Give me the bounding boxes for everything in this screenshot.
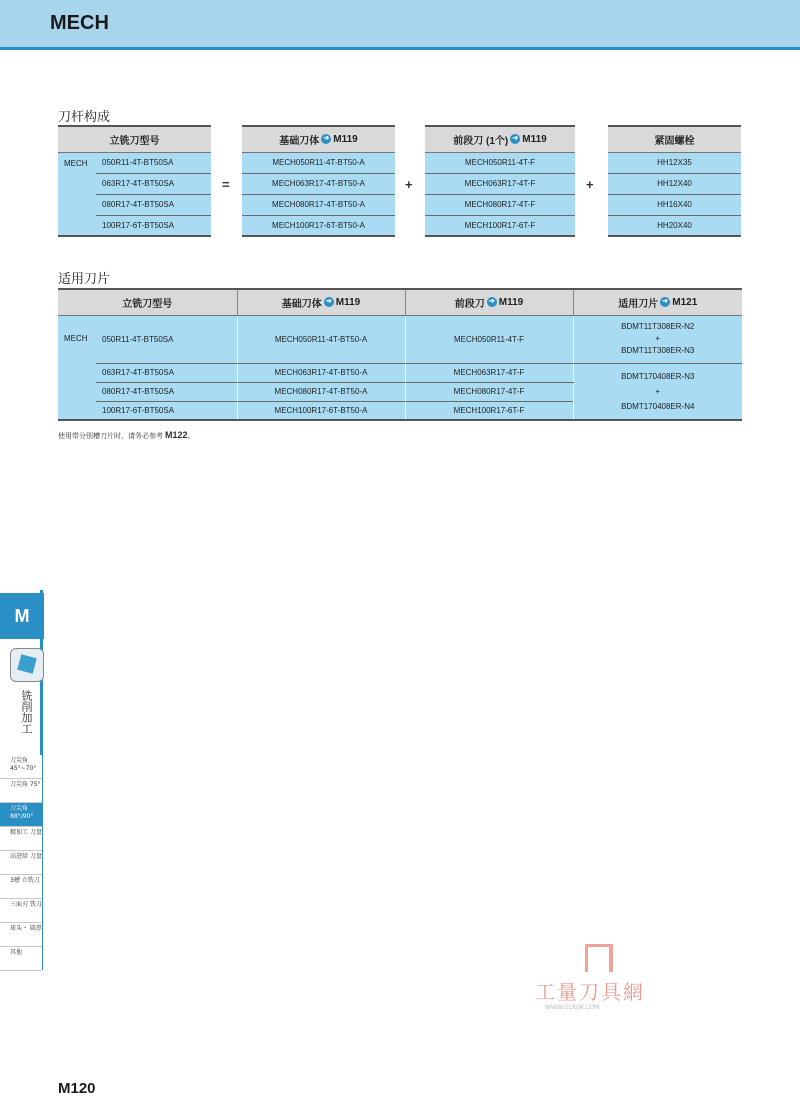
section-title-inserts: 适用刀片 (58, 272, 111, 287)
page-header (0, 0, 800, 50)
insert-group-cell (573, 315, 742, 363)
footnote-end: 。 (187, 433, 195, 440)
base-body-cell: MECH100R17-6T-BT50-A (237, 401, 405, 420)
insert-table-front-ref-link[interactable]: M119 (498, 296, 524, 308)
insert-table-body-header: 基础刀体 (281, 298, 322, 310)
footnote-ref-link[interactable]: M122 (164, 430, 188, 440)
insert-model: BDMT11T308ER-N3 (621, 346, 695, 355)
section-title-composition: 刀杆构成 (58, 110, 111, 125)
brand-cell: MECH (58, 315, 96, 420)
front-section-cell: MECH080R17-4T-F (405, 382, 573, 401)
sidebar-item[interactable]: 高进给 刀盘 (0, 851, 42, 875)
insert-table-insert-header: 适用刀片 (618, 298, 659, 310)
sidebar-item[interactable]: 刀尖角 45°~70° (0, 755, 42, 779)
base-body-cell: MECH100R17-6T-BT50-A (242, 215, 395, 236)
bolt-cell: HH20X40 (608, 215, 741, 236)
cutter-model-table (58, 125, 211, 237)
bolt-cell: HH12X35 (608, 152, 741, 173)
arrow-right-icon: ➔ (324, 297, 334, 307)
base-body-cell: MECH080R17-4T-BT50-A (242, 194, 395, 215)
insert-model: BDMT170408ER-N4 (621, 401, 695, 411)
base-body-cell: MECH080R17-4T-BT50-A (237, 382, 405, 401)
arrow-right-icon: ➔ (487, 297, 497, 307)
insert-table-front-header: 前段刀 (454, 298, 485, 310)
front-section-cell: MECH080R17-4T-F (425, 194, 575, 215)
insert-plus: + (655, 386, 661, 396)
page-number: M120 (58, 1080, 96, 1097)
base-body-cell: MECH050R11-4T-BT50-A (242, 152, 395, 173)
watermark-text: 工量刀具網 (535, 980, 645, 1004)
equals-sign: = (222, 177, 230, 192)
plus-sign: + (405, 177, 413, 192)
applicable-inserts-table (58, 288, 742, 421)
cutter-model-cell: 080R17-4T-BT50SA (96, 382, 237, 401)
cutter-model-cell: 050R11-4T-BT50SA (96, 152, 211, 173)
front-section-ref-link[interactable]: M119 (522, 133, 547, 145)
arrow-right-icon: ➔ (321, 134, 331, 144)
front-section-cell: MECH063R17-4T-F (405, 363, 573, 382)
front-section-cell: MECH100R17-6T-F (425, 215, 575, 236)
front-section-cell: MECH050R11-4T-F (405, 315, 573, 363)
cutter-model-header: 立铣刀型号 (58, 126, 211, 152)
front-section-cell: MECH050R11-4T-F (425, 152, 575, 173)
sidebar-item-active[interactable]: 刀尖角 88°/90° (0, 803, 42, 827)
arrow-right-icon: ➔ (660, 297, 670, 307)
sidebar-item[interactable]: 三面刃 铣刀 (0, 899, 42, 923)
insert-table-cutter-header: 立铣刀型号 (58, 289, 237, 315)
insert-group-cell (573, 363, 742, 420)
bolt-header: 紧固螺栓 (608, 126, 741, 152)
front-section-header: 前段刀 (1个) (453, 135, 509, 147)
base-body-table (242, 125, 395, 237)
base-body-cell: MECH050R11-4T-BT50-A (237, 315, 405, 363)
bolt-cell: HH12X40 (608, 173, 741, 194)
front-section-cell: MECH100R17-6T-F (405, 401, 573, 420)
base-body-cell: MECH063R17-4T-BT50-A (242, 173, 395, 194)
bolt-table (608, 125, 741, 237)
sidebar-menu (0, 755, 42, 971)
base-body-cell: MECH063R17-4T-BT50-A (237, 363, 405, 382)
milling-insert-icon (10, 648, 44, 682)
chapter-vertical-label: 铣削加工 (20, 690, 33, 734)
cutter-model-cell: 063R17-4T-BT50SA (96, 363, 237, 382)
cutter-model-cell: 100R17-6T-BT50SA (96, 401, 237, 420)
footnote (58, 430, 194, 441)
bolt-cell: HH16X40 (608, 194, 741, 215)
watermark-logo-icon (585, 944, 613, 972)
plus-sign: + (586, 177, 594, 192)
base-body-ref-link[interactable]: M119 (333, 133, 358, 145)
front-section-cell: MECH063R17-4T-F (425, 173, 575, 194)
insert-model: BDMT11T308ER-N2 (621, 322, 695, 331)
cutter-model-cell: 063R17-4T-BT50SA (96, 173, 211, 194)
base-body-header: 基础刀体 (279, 135, 320, 147)
sidebar-item[interactable]: 3槽 立铣刀 (0, 875, 42, 899)
chapter-tab[interactable]: M (0, 593, 44, 639)
sidebar-item[interactable]: 刀尖角 75° (0, 779, 42, 803)
insert-model: BDMT170408ER-N3 (621, 371, 695, 381)
sidebar-item[interactable]: 精加工 刀盘 (0, 827, 42, 851)
cutter-model-cell: 100R17-6T-BT50SA (96, 215, 211, 236)
watermark (535, 940, 670, 1015)
insert-table-body-ref-link[interactable]: M119 (335, 296, 361, 308)
insert-plus: + (655, 334, 661, 343)
footnote-text: 使用带分别槽刀片时，请务必参考 (58, 433, 163, 440)
brand-cell: MECH (58, 152, 96, 236)
arrow-right-icon: ➔ (510, 134, 520, 144)
cutter-model-cell: 080R17-4T-BT50SA (96, 194, 211, 215)
watermark-url: WWW.GLRJW.COM (545, 1004, 600, 1011)
insert-table-insert-ref-link[interactable]: M121 (672, 296, 698, 308)
sidebar-item[interactable]: 球头・ 圆鼻 (0, 923, 42, 947)
cutter-model-cell: 050R11-4T-BT50SA (96, 315, 237, 363)
page-title: MECH (50, 12, 109, 34)
sidebar-item[interactable]: 其他 (0, 947, 42, 971)
front-section-table (425, 125, 575, 237)
